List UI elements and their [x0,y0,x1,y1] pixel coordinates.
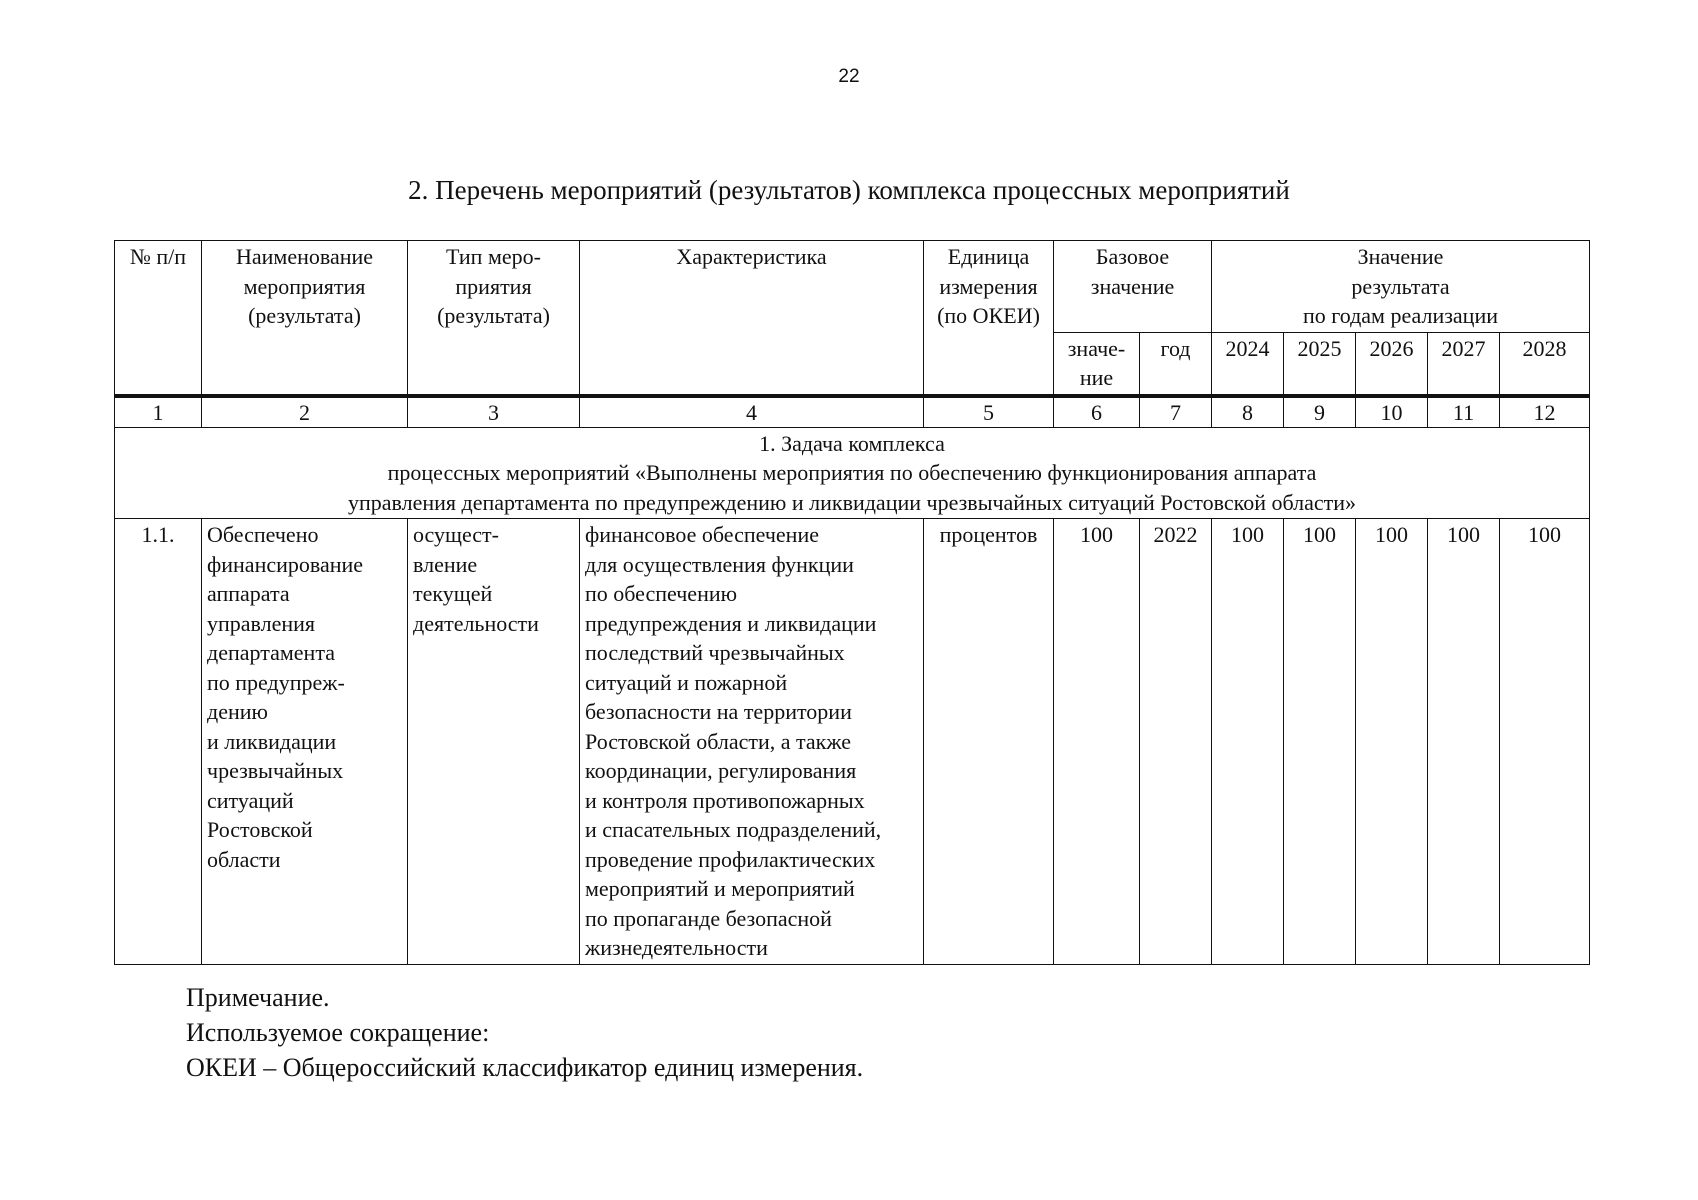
task-line: 1. Задача комплекса [759,430,945,456]
header-year: 2024 [1212,332,1284,396]
row-name-line: по предупреж- [207,669,345,695]
row-year-value: 100 [1428,519,1500,965]
row-characteristic-line: финансовое обеспечение [585,522,819,547]
header-base-value-line: значе- [1067,335,1126,361]
row-name-line: ситуаций [207,787,294,813]
row-characteristic-line: и контроля противопожарных [585,787,865,813]
row-name-line: дению [207,699,268,724]
header-base [1054,241,1212,333]
column-number: 2 [202,396,408,428]
column-number: 10 [1356,396,1428,428]
row-type-line: текущей [413,581,493,606]
row-characteristic-line: предупреждения и ликвидации [585,610,877,636]
row-name-line: чрезвычайных [207,758,344,783]
row-name-line: финансирование [207,551,364,577]
header-result-line: результата [1351,273,1450,299]
task-cell [115,427,1590,519]
row-characteristic-line: безопасности на территории [585,699,852,724]
header-type-line: (результата) [437,303,550,328]
notes [186,980,863,1085]
header-type [408,241,580,396]
header-name-line: Наименование [235,244,374,269]
header-unit [924,241,1054,396]
header-row-1 [115,241,1590,333]
row-characteristic [580,519,924,965]
task-line: управления департамента по предупреждению и ликвидации чрезвычайных ситуаций Ростовской области» [347,489,1357,515]
header-name-line: (результата) [248,303,361,328]
row-characteristic-line: и спасательных подразделений, [585,817,882,842]
header-year: 2028 [1500,332,1590,396]
header-unit-line: измерения [939,273,1038,299]
row-type [408,519,580,965]
task-line: процессных мероприятий «Выполнены мероприятия по обеспечению функционирования аппарата [387,460,1317,485]
column-number: 3 [408,396,580,428]
row-name-line: области [207,846,281,872]
row-characteristic-line: проведение профилактических [585,846,876,872]
header-base-value [1054,332,1140,396]
row-unit: процентов [924,519,1054,965]
header-year: 2027 [1428,332,1500,396]
row-year-value: 100 [1284,519,1356,965]
row-name-line: департамента [207,640,335,665]
table-row [115,519,1590,965]
row-base-value: 100 [1054,519,1140,965]
column-number: 6 [1054,396,1140,428]
header-base-line: значение [1090,273,1175,299]
header-result [1212,241,1590,333]
row-name-line: Ростовской [207,817,313,842]
row-characteristic-line: по обеспечению [585,581,738,606]
column-number: 7 [1140,396,1212,428]
row-year-value: 100 [1500,519,1590,965]
note-line: ОКЕИ – Общероссийский классификатор единиц измерения. [186,1053,864,1082]
header-num: № п/п [115,241,202,396]
page-number: 22 [838,66,860,87]
row-characteristic-line: координации, регулирования [585,758,857,783]
column-number: 11 [1428,396,1500,428]
column-numbers-row [115,396,1590,428]
column-number: 12 [1500,396,1590,428]
row-base-year: 2022 [1140,519,1212,965]
header-base-value-line: ние [1079,365,1114,390]
row-type-line: вление [413,551,478,577]
header-name [202,241,408,396]
row-type-line: осущест- [413,522,499,547]
row-type-line: деятельности [413,610,539,636]
row-year-value: 100 [1212,519,1284,965]
column-number: 9 [1284,396,1356,428]
note-line: Используемое сокращение: [186,1018,490,1047]
row-characteristic-line: Ростовской области, а также [585,728,852,754]
row-characteristic-line: для осуществления функции [585,551,854,577]
row-num: 1.1. [115,519,202,965]
row-characteristic-line: последствий чрезвычайных [585,640,845,665]
header-type-line: Тип меро- [446,244,541,269]
row-characteristic-line: жизнедеятельности [585,935,768,960]
row-characteristic-line: ситуаций и пожарной [585,669,788,695]
row-name-line: Обеспечено [207,522,319,547]
row-characteristic-line: мероприятий и мероприятий [585,876,855,901]
header-result-line: Значение [1357,244,1444,269]
header-base-line: Базовое [1095,244,1170,269]
header-result-line: по годам реализации [1302,303,1498,328]
row-name-line: аппарата [207,581,290,606]
column-number: 1 [115,396,202,428]
header-type-line: приятия [455,273,532,299]
column-number: 8 [1212,396,1284,428]
row-name [202,519,408,965]
task-row [115,427,1590,519]
activities-table [114,240,1590,965]
header-characteristic: Характеристика [580,241,924,396]
header-unit-line: (по ОКЕИ) [937,303,1040,328]
header-year: 2025 [1284,332,1356,396]
column-number: 5 [924,396,1054,428]
document-title: 2. Перечень мероприятий (результатов) комплекса процессных мероприятий [408,175,1290,205]
row-name-line: управления [207,610,316,636]
row-year-value: 100 [1356,519,1428,965]
row-characteristic-line: по пропаганде безопасной [585,905,832,931]
header-name-line: мероприятия [243,273,366,299]
header-year: 2026 [1356,332,1428,396]
header-base-year: год [1140,332,1212,396]
header-unit-line: Единица [947,244,1030,269]
note-line: Примечание. [186,983,330,1012]
column-number: 4 [580,396,924,428]
row-name-line: и ликвидации [207,728,337,754]
